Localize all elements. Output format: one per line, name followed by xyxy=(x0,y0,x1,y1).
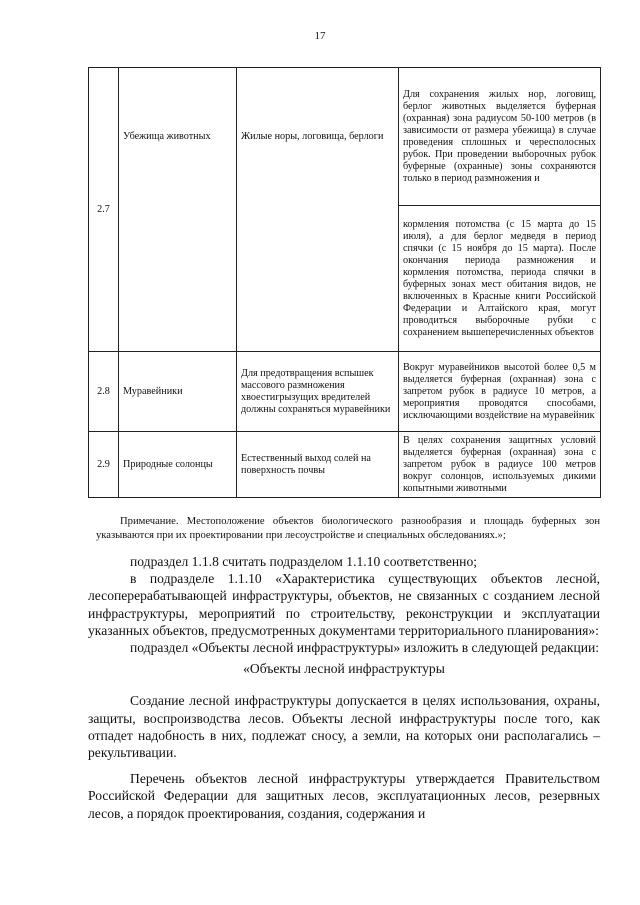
biodiversity-table xyxy=(88,67,600,498)
empty-cell xyxy=(237,206,399,352)
requirements-text: Вокруг муравейников высотой более 0,5 м выделяется буферная (охранная) зона с запретом рубок в радиусе 10 метров, а мероприятия проводятся способами, исключающими воздействие на муравейник xyxy=(399,352,601,432)
object-features: Для предотвращения вспышек массового размножения хвоестигрызущих вредителей должны сохраняться муравейники xyxy=(237,352,399,432)
empty-cell xyxy=(119,206,237,352)
row-number: 2.7 xyxy=(89,68,119,352)
paragraph: в подразделе 1.1.10 «Характеристика существующих объектов лесной, лесоперерабатывающей инфраструктуры, объектов, не связанных с созданием лесной инфраструктуры, мероприятий по строительству, реконструкции и эксплуатации указанных объектов, предусмотренных документами территориального планирования»: xyxy=(88,571,600,638)
paragraph: подраздел «Объекты лесной инфраструктуры» изложить в следующей редакции: xyxy=(130,640,600,656)
table-row xyxy=(89,68,601,206)
object-features: Естественный выход солей на поверхность почвы xyxy=(237,432,399,498)
object-name: Природные солонцы xyxy=(119,432,237,498)
body-text xyxy=(88,553,600,822)
table-row xyxy=(89,352,601,432)
object-features: Жилые норы, логовища, берлоги xyxy=(237,68,399,206)
table-row xyxy=(89,206,601,352)
table-row xyxy=(89,432,601,498)
object-name: Муравейники xyxy=(119,352,237,432)
page-number: 17 xyxy=(314,30,326,42)
paragraph: Создание лесной инфраструктуры допускается в целях использования, охраны, защиты, воспроизводства лесов. Объекты лесной инфраструктуры после того, как отпадет надобность в них, подлежат сносу, а земли, на которых они располагались – рекультивации. xyxy=(88,693,600,761)
row-number: 2.9 xyxy=(89,432,119,498)
row-number: 2.8 xyxy=(89,352,119,432)
paragraph: Перечень объектов лесной инфраструктуры утверждается Правительством Российской Федерации для защитных лесов, эксплуатационных лесов, резервных лесов, а порядок проектирования, создания, содержания и xyxy=(88,771,600,821)
object-name: Убежища животных xyxy=(119,68,237,206)
section-heading: «Объекты лесной инфраструктуры xyxy=(243,661,445,677)
requirements-text: Для сохранения жилых нор, логовищ, берлог животных выделяется буферная (охранная) зона радиусом 50-100 метров (в зависимости от размера убежища) в случае проведения сплошных и чересполосных рубок. При проведении выборочных рубок буферные (охранные) зоны сохраняются только в период размножения и xyxy=(399,68,601,206)
requirements-text: В целях сохранения защитных условий выделяется буферная (охранная) зона с запретом рубок в радиусе 100 метров вокруг солонцов, используемых дикими копытными животными xyxy=(399,432,601,498)
table-note: Примечание. Местоположение объектов биологического разнообразия и площадь буферных зон указываются при их проектировании при лесоустройстве и специальных обследованиях.»; xyxy=(96,516,600,541)
paragraph: подраздел 1.1.8 считать подразделом 1.1.10 соответственно; xyxy=(130,554,478,569)
requirements-text: кормления потомства (с 15 марта до 15 июля), а для берлог медведя в период спячки (с 15 ноября до 15 марта). После окончания периода размножения и кормления потомства, периода спячки в буферных зонах мест обитания видов, не включенных в Красные книги Российской Федерации и Алтайского края, могут проводиться выборочные рубки с сохранением вышеперечисленных объектов xyxy=(399,206,601,352)
